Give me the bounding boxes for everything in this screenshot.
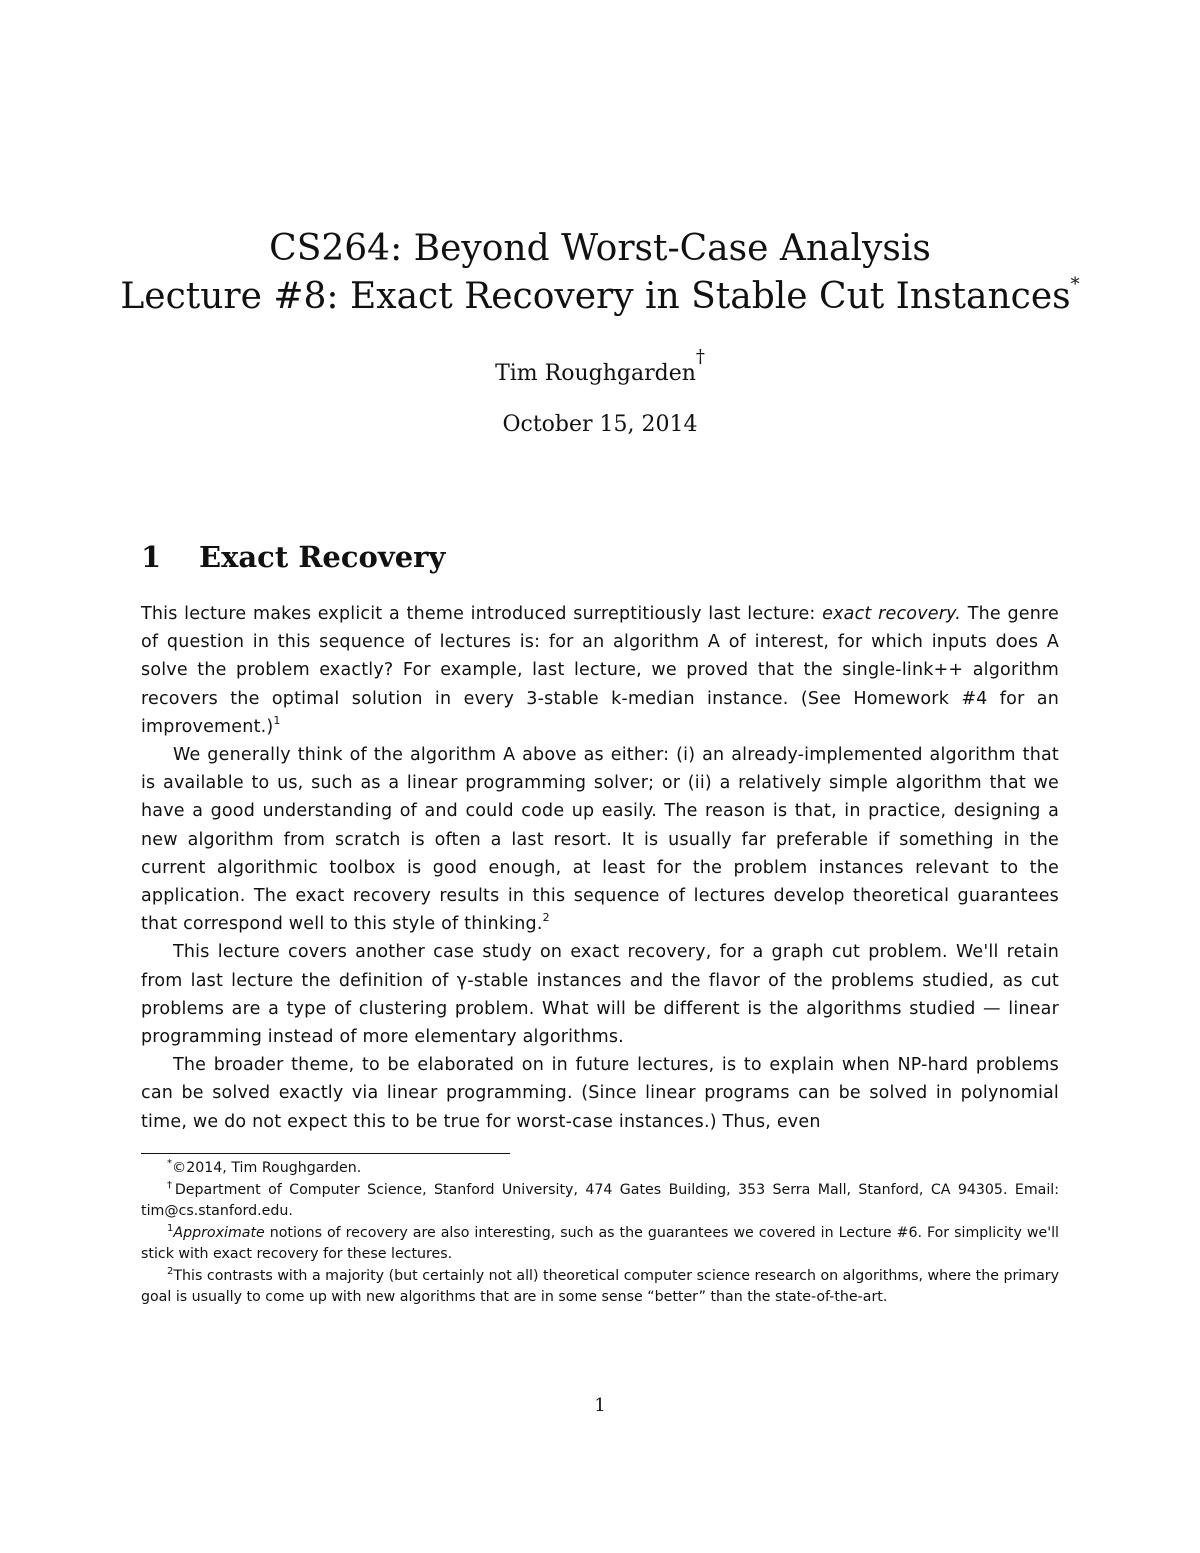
paragraph-2-text: We generally think of the algorithm A above as either: (i) an already-implemented algorithm that is available to us, such as a linear programming solver; or (ii) a relatively simple algorithm that we have a good understanding of and could code up easily. The reason is that, in practice, designing a new algorithm from scratch is often a last resort. It is usually far preferable if something in the current algorithmic toolbox is good enough, at least for the problem instances relevant to the application. The exact recovery results in this sequence of lectures develop theoretical guarantees that correspond well to this style of thinking.	[141, 745, 1059, 935]
paragraph-4: The broader theme, to be elaborated on in future lectures, is to explain when NP-hard problems can be solved exactly via linear programming. (Since linear programs can be solved in polynomial time, we do not expect this to be true for worst-case instances.) Thus, even	[141, 1055, 1059, 1132]
paragraph-1-emphasis: exact recovery.	[822, 604, 962, 624]
footnote-rule	[141, 1153, 510, 1154]
footnote-2-mark: 2	[167, 1265, 174, 1277]
title-block	[0, 225, 1200, 437]
author	[0, 346, 1200, 386]
footnote-1-emphasis: Approximate	[173, 1224, 265, 1241]
page-number: 1	[594, 1395, 606, 1416]
section-title: Exact Recovery	[199, 540, 446, 574]
date: October 15, 2014	[502, 412, 698, 437]
course-title: CS264: Beyond Worst-Case Analysis	[269, 228, 931, 269]
paragraph-3: This lecture covers another case study on exact recovery, for a graph cut problem. We'll retain from last lecture the definition of γ-stable instances and the flavor of the problems studied, as cut problems are a type of clustering problem. What will be different is the algorithms studied — linear programming instead of more elementary algorithms.	[141, 942, 1059, 1048]
footnote-1-mark: 1	[167, 1222, 174, 1234]
author-name: Tim Roughgarden	[495, 361, 696, 386]
lecture-title-text: Lecture #8: Exact Recovery in Stable Cut Instances	[120, 276, 1071, 317]
footnote-1	[141, 1223, 1059, 1266]
author-footnote-mark: †	[695, 346, 705, 367]
footnote-star	[141, 1158, 1059, 1180]
footnote-1-text: notions of recovery are also interesting, such as the guarantees we covered in Lecture #6. For simplicity we'll stick with exact recovery for these lectures.	[141, 1224, 1059, 1262]
footnote-2-text: This contrasts with a majority (but certainly not all) theoretical computer science research on algorithms, where the primary goal is usually to come up with new algorithms that are in some sense “better” than the state-of-the-art.	[141, 1267, 1059, 1305]
footnote-ref-1: 1	[273, 713, 281, 727]
body-text	[141, 600, 1059, 1136]
footnote-star-mark: *	[167, 1158, 172, 1169]
paragraph-1	[141, 600, 1059, 741]
section-heading	[141, 540, 445, 574]
paragraph-2	[141, 741, 1059, 938]
paragraph-1-text-a: This lecture makes explicit a theme introduced surreptitiously last lecture:	[141, 604, 823, 624]
paragraph-1-text-b: The genre of question in this sequence of lectures is: for an algorithm A of interest, for which inputs does A solve the problem exactly? For example, last lecture, we proved that the single-link++ algorithm recovers the optimal solution in every 3-stable k-median instance. (See Homework #4 for an improvement.)	[141, 604, 1060, 737]
footnote-dagger	[141, 1180, 1059, 1223]
footnote-ref-2: 2	[542, 911, 550, 925]
footnotes	[141, 1158, 1059, 1309]
section-number: 1	[141, 540, 162, 574]
footnote-2	[141, 1266, 1059, 1309]
footnote-dagger-text: Department of Computer Science, Stanford University, 474 Gates Building, 353 Serra Mall, Stanford, CA 94305. Email: tim@cs.stanford.edu.	[141, 1181, 1059, 1219]
footnote-star-text: ©2014, Tim Roughgarden.	[172, 1160, 362, 1176]
lecture-title	[0, 273, 1200, 321]
title-footnote-mark: *	[1070, 274, 1080, 295]
footnote-dagger-mark: †	[167, 1179, 175, 1191]
